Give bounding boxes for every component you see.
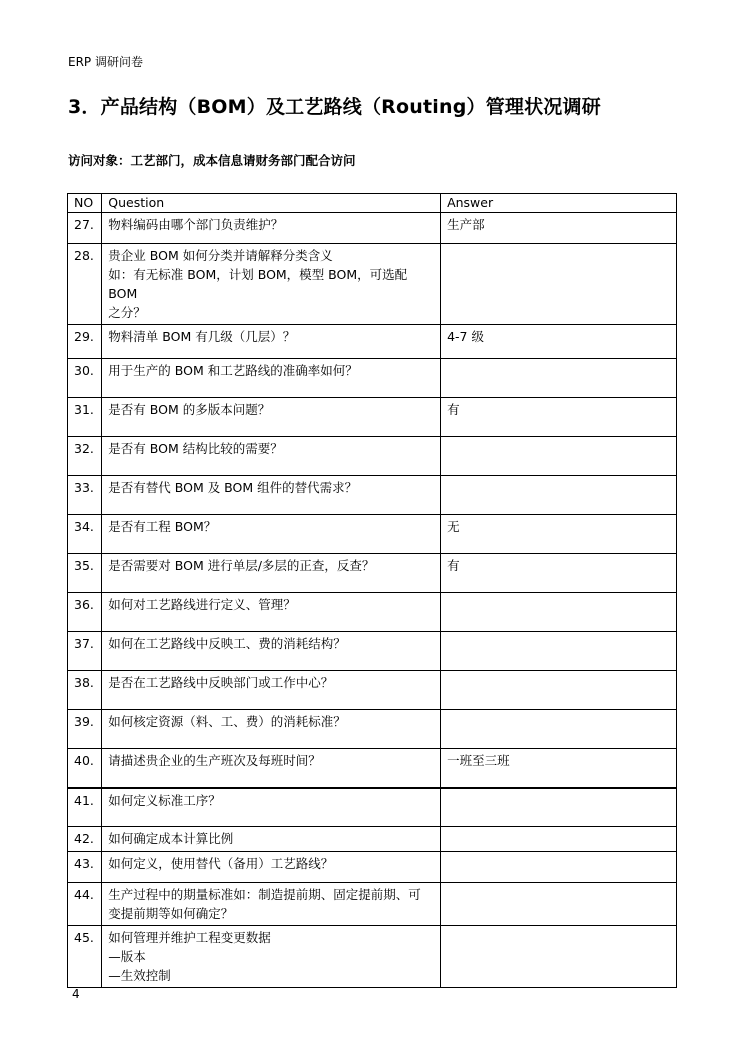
row-number: 36.	[68, 593, 102, 632]
question-line: 之分？	[108, 305, 146, 320]
question-line: 生产过程中的期量标准如：制造提前期、固定提前期、可	[108, 887, 421, 902]
row-number: 42.	[68, 827, 102, 852]
question-cell	[102, 883, 441, 926]
section-title: 3．产品结构（BOM）及工艺路线（Routing）管理状况调研	[68, 96, 601, 118]
row-number: 31.	[68, 398, 102, 437]
question-line: 变提前期等如何确定？	[108, 906, 234, 921]
table-row	[68, 437, 677, 476]
row-number: 28.	[68, 244, 102, 325]
question-cell	[102, 244, 441, 325]
row-number: 34.	[68, 515, 102, 554]
question-line: 如何确定成本计算比例	[108, 831, 234, 846]
question-cell	[102, 852, 441, 883]
table-row	[68, 398, 677, 437]
row-number: 39.	[68, 710, 102, 749]
question-cell	[102, 325, 441, 359]
survey-table-body	[68, 213, 677, 988]
table-row	[68, 883, 677, 926]
answer-cell	[441, 671, 677, 710]
table-row	[68, 476, 677, 515]
row-number: 45.	[68, 926, 102, 988]
question-cell	[102, 515, 441, 554]
answer-cell	[441, 852, 677, 883]
answer-cell	[441, 437, 677, 476]
answer-cell	[441, 883, 677, 926]
survey-table	[67, 193, 677, 988]
row-number: 37.	[68, 632, 102, 671]
question-line: 如：有无标准 BOM，计划 BOM，模型 BOM，可选配 BOM	[108, 267, 408, 301]
answer-cell: 有	[441, 398, 677, 437]
question-cell	[102, 632, 441, 671]
question-line: 如何核定资源（料、工、费）的消耗标准？	[108, 714, 346, 729]
row-number: 27.	[68, 213, 102, 244]
row-number: 44.	[68, 883, 102, 926]
question-line: 如何在工艺路线中反映工、费的消耗结构？	[108, 636, 346, 651]
question-line: 请描述贵企业的生产班次及每班时间？	[108, 753, 321, 768]
answer-cell	[441, 926, 677, 988]
table-row	[68, 554, 677, 593]
table-row	[68, 359, 677, 398]
header-answer: Answer	[441, 194, 677, 213]
question-line: 如何定义，使用替代（备用）工艺路线？	[108, 856, 334, 871]
table-row	[68, 852, 677, 883]
question-line: 物料编码由哪个部门负责维护？	[108, 217, 284, 232]
table-row	[68, 632, 677, 671]
question-cell	[102, 710, 441, 749]
question-cell	[102, 671, 441, 710]
question-line: 是否有工程 BOM？	[108, 519, 217, 534]
question-line: 如何对工艺路线进行定义、管理？	[108, 597, 296, 612]
question-cell	[102, 593, 441, 632]
table-row	[68, 749, 677, 788]
question-cell	[102, 213, 441, 244]
table-row	[68, 710, 677, 749]
question-line: 是否在工艺路线中反映部门或工作中心？	[108, 675, 334, 690]
table-header-row	[68, 194, 677, 213]
header-question: Question	[102, 194, 441, 213]
answer-cell: 有	[441, 554, 677, 593]
question-cell	[102, 437, 441, 476]
page-number: 4	[72, 987, 80, 1001]
table-row	[68, 213, 677, 244]
question-line: 如何定义标准工序？	[108, 792, 221, 808]
row-number: 38.	[68, 671, 102, 710]
question-cell	[102, 749, 441, 788]
answer-cell: 一班至三班	[441, 749, 677, 788]
table-row	[68, 515, 677, 554]
table-row	[68, 788, 677, 827]
row-number: 33.	[68, 476, 102, 515]
question-cell	[102, 827, 441, 852]
table-row	[68, 827, 677, 852]
question-line: 是否有 BOM 的多版本问题？	[108, 402, 271, 417]
question-line: 贵企业 BOM 如何分类并请解释分类含义	[108, 248, 333, 263]
answer-cell	[441, 710, 677, 749]
table-row	[68, 593, 677, 632]
question-line: 是否有 BOM 结构比较的需要？	[108, 441, 283, 456]
question-line: 如何管理并维护工程变更数据	[108, 930, 271, 945]
answer-cell	[441, 593, 677, 632]
row-number: 40.	[68, 749, 102, 788]
row-number: 41.	[68, 788, 102, 827]
answer-cell	[441, 359, 677, 398]
header-no: NO	[68, 194, 102, 213]
table-row	[68, 671, 677, 710]
question-cell	[102, 476, 441, 515]
answer-cell	[441, 632, 677, 671]
question-cell	[102, 926, 441, 988]
question-cell	[102, 554, 441, 593]
row-number: 29.	[68, 325, 102, 359]
row-number: 43.	[68, 852, 102, 883]
answer-cell: 无	[441, 515, 677, 554]
document-header: ERP 调研问卷	[68, 55, 143, 69]
question-line: 是否需要对 BOM 进行单层/多层的正查，反查？	[108, 558, 375, 573]
interview-target-subtitle: 访问对象：工艺部门，成本信息请财务部门配合访问	[68, 153, 356, 168]
question-line: 是否有替代 BOM 及 BOM 组件的替代需求？	[108, 480, 358, 495]
answer-cell: 4-7 级	[441, 325, 677, 359]
answer-cell	[441, 244, 677, 325]
question-line: —生效控制	[108, 968, 171, 983]
table-row	[68, 325, 677, 359]
row-number: 30.	[68, 359, 102, 398]
answer-cell	[441, 827, 677, 852]
answer-cell: 生产部	[441, 213, 677, 244]
question-cell	[102, 359, 441, 398]
table-row	[68, 926, 677, 988]
question-line: 物料清单 BOM 有几级（几层）？	[108, 329, 296, 344]
question-line: 用于生产的 BOM 和工艺路线的准确率如何？	[108, 363, 358, 378]
table-row	[68, 244, 677, 325]
question-cell	[102, 398, 441, 437]
row-number: 35.	[68, 554, 102, 593]
row-number: 32.	[68, 437, 102, 476]
question-cell	[102, 788, 441, 827]
answer-cell	[441, 476, 677, 515]
question-line: —版本	[108, 949, 146, 964]
answer-cell	[441, 788, 677, 827]
